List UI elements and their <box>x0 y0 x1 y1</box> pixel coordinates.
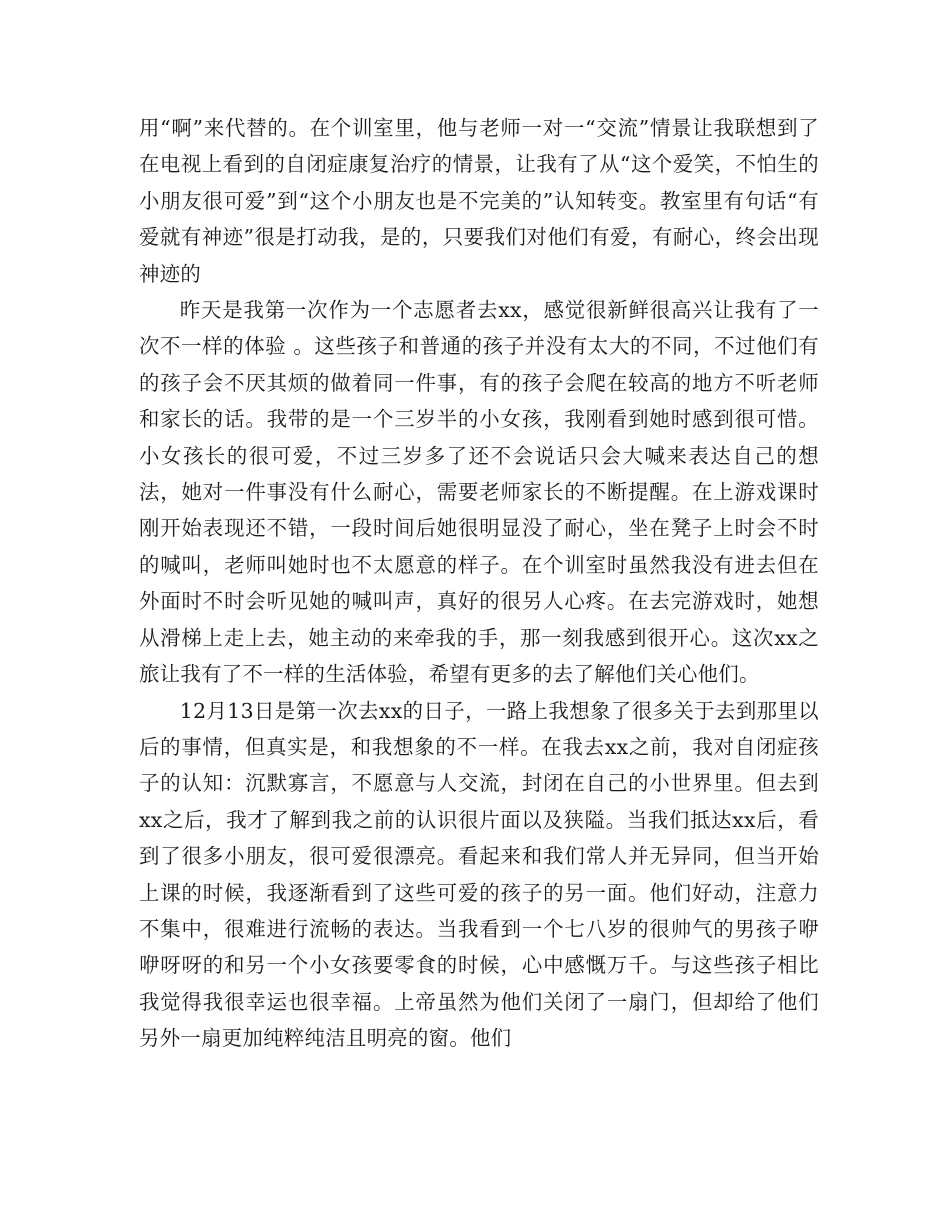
paragraph-1: 用“啊”来代替的。在个训室里，他与老师一对一“交流”情景让我联想到了在电视上看到的自闭症康复治疗的情景，让我有了从“这个爱笑，不怕生的小朋友很可爱”到“这个小朋友也是不完美的”认知转变。教室里有句话“有爱就有神迹”很是打动我，是的，只要我们对他们有爱，有耐心，终会出现神迹的 <box>139 116 819 286</box>
paragraph-2: 昨天是我第一次作为一个志愿者去xx，感觉很新鲜很高兴让我有了一次不一样的体验 。这些孩子和普通的孩子并没有太大的不同，不过他们有的孩子会不厌其烦的做着同一件事，有的孩子会爬在较高的地方不听老师和家长的话。我带的是一个三岁半的小女孩，我刚看到她时感到很可惜。小女孩长的很可爱，不过三岁多了还不会说话只会大喊来表达自己的想法，她对一件事没有什么耐心，需要老师家长的不断提醒。在上游戏课时刚开始表现还不错，一段时间后她很明显没了耐心，坐在凳子上时会不时的喊叫，老师叫她时也不太愿意的样子。在个训室时虽然我没有进去但在外面时不时会听见她的喊叫声，真好的很另人心疼。在去完游戏时，她想从滑梯上走上去，她主动的来牵我的手，那一刻我感到很开心。这次xx之旅让我有了不一样的生活体验，希望有更多的去了解他们关心他们。 <box>139 298 819 687</box>
document-body <box>139 110 819 1057</box>
paragraph-3: 12月13日是第一次去xx的日子，一路上我想象了很多关于去到那里以后的事情，但真实是，和我想象的不一样。在我去xx之前，我对自闭症孩子的认知：沉默寡言，不愿意与人交流，封闭在自己的小世界里。但去到xx之后，我才了解到我之前的认识很片面以及狭隘。当我们抵达xx后，看到了很多小朋友，很可爱很漂亮。看起来和我们常人并无异同，但当开始上课的时候，我逐渐看到了这些可爱的孩子的另一面。他们好动，注意力不集中，很难进行流畅的表达。当我看到一个七八岁的很帅气的男孩子咿咿呀呀的和另一个小女孩要零食的时候，心中感慨万千。与这些孩子相比我觉得我很幸运也很幸福。上帝虽然为他们关闭了一扇门，但却给了他们另外一扇更加纯粹纯洁且明亮的窗。他们 <box>139 698 819 1051</box>
